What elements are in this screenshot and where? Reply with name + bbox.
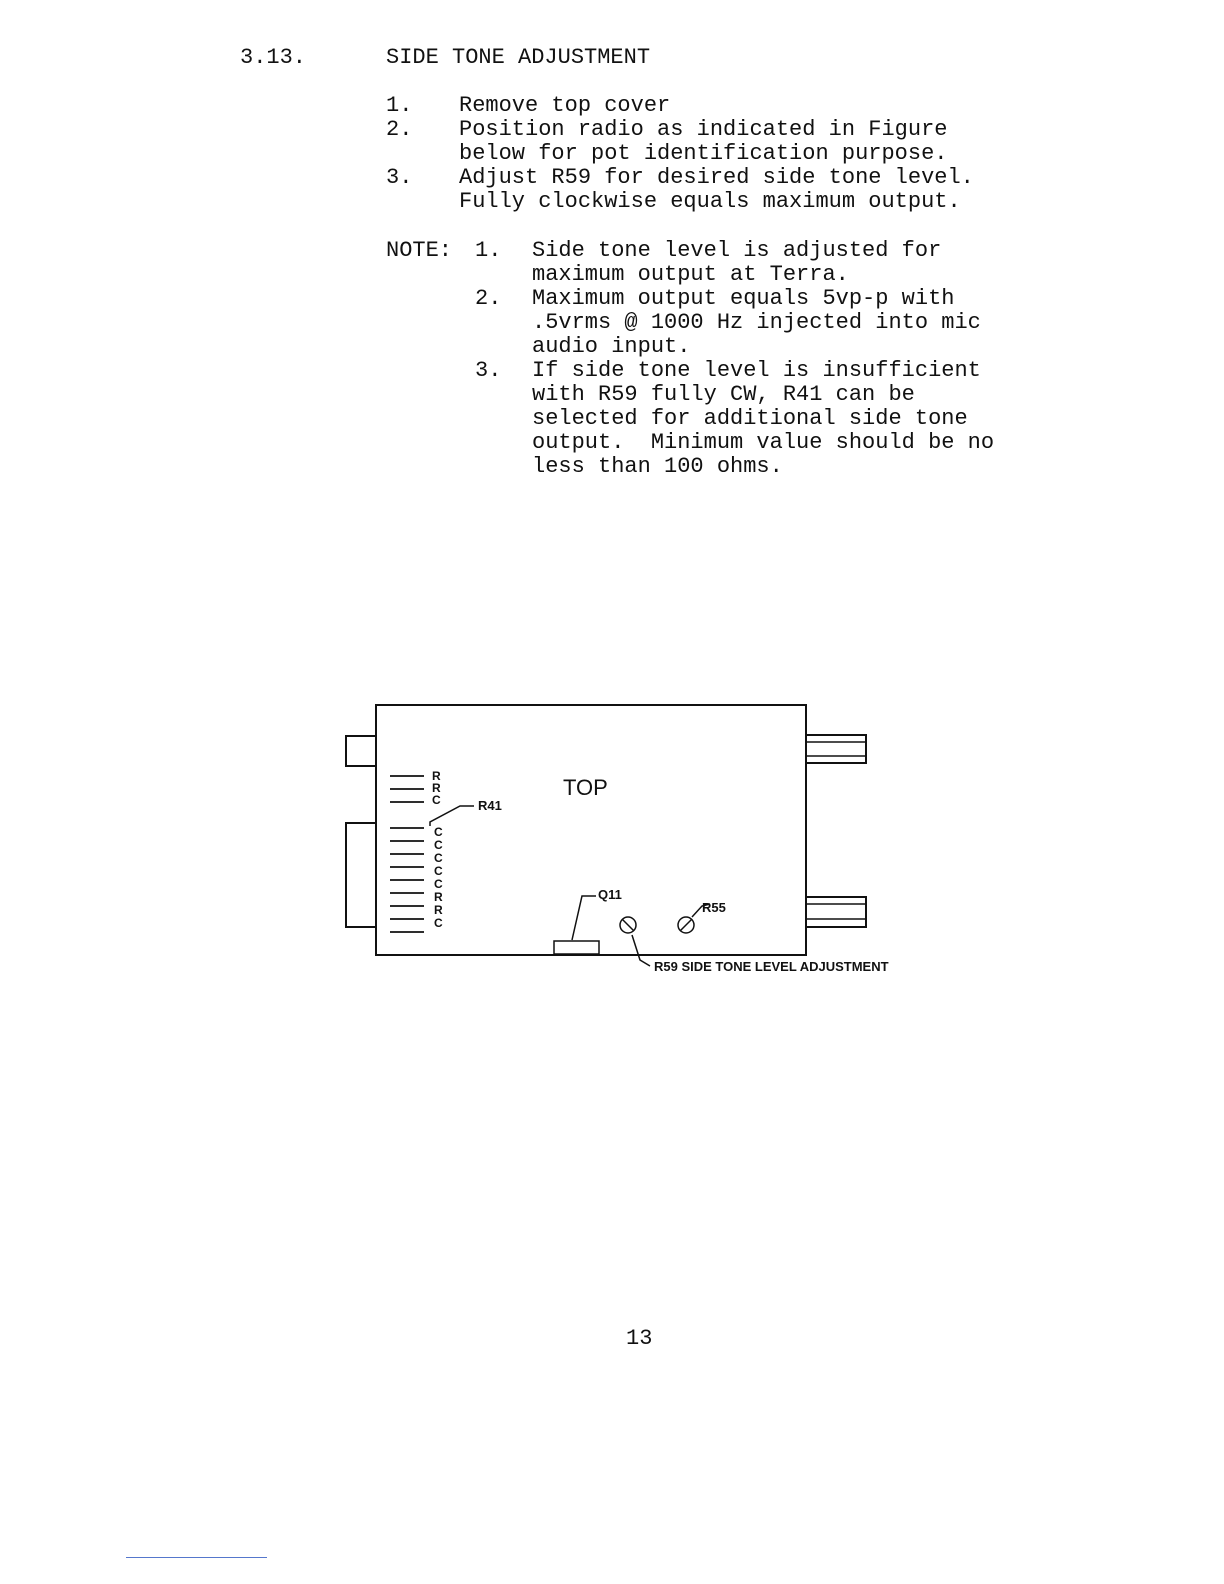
step-text: Fully clockwise equals maximum output. — [459, 189, 961, 214]
r59-label: R59 SIDE TONE LEVEL ADJUSTMENT — [654, 959, 889, 974]
r55-label: R55 — [702, 900, 726, 915]
radio-top-view-diagram — [330, 690, 990, 990]
component-letter: R — [434, 890, 443, 904]
step-text: Remove top cover — [459, 93, 671, 118]
q11-component — [554, 941, 599, 954]
component-letter: C — [434, 825, 443, 839]
component-lines — [390, 776, 424, 932]
component-letter: C — [434, 838, 443, 852]
component-letter: C — [434, 916, 443, 930]
step-text: Position radio as indicated in Figure — [459, 117, 948, 142]
note-text: Side tone level is adjusted for — [532, 238, 942, 263]
component-letter: C — [434, 864, 443, 878]
r55-pot-icon — [678, 917, 694, 933]
note-number: 3. — [475, 358, 502, 383]
component-letter: R — [434, 903, 443, 917]
left-large-connector — [346, 823, 376, 927]
footer-rule — [126, 1557, 267, 1558]
note-text: maximum output at Terra. — [532, 262, 849, 287]
page-number: 13 — [626, 1326, 653, 1351]
step-number: 2. — [386, 117, 413, 142]
step-number: 3. — [386, 165, 413, 190]
right-top-connector — [806, 735, 866, 763]
component-letter: R — [432, 769, 441, 783]
left-small-connector — [346, 736, 376, 766]
step-text: below for pot identification purpose. — [459, 141, 948, 166]
right-bottom-connector — [806, 897, 866, 927]
note-text: output. Minimum value should be no — [532, 430, 995, 455]
note-text: with R59 fully CW, R41 can be — [532, 382, 915, 407]
step-text: Adjust R59 for desired side tone level. — [459, 165, 974, 190]
note-text: audio input. — [532, 334, 691, 359]
note-text: less than 100 ohms. — [532, 454, 783, 479]
component-letter: R — [432, 781, 441, 795]
component-letter: C — [434, 851, 443, 865]
r41-leader-line — [430, 806, 474, 826]
r41-label: R41 — [478, 798, 502, 813]
section-number: 3.13. — [240, 45, 307, 70]
note-text: Maximum output equals 5vp-p with — [532, 286, 955, 311]
r59-pot-icon — [620, 917, 636, 933]
component-letter: C — [434, 877, 443, 891]
note-label: NOTE: — [386, 238, 453, 263]
top-label: TOP — [563, 775, 608, 800]
q11-leader-line — [572, 896, 596, 940]
component-letter: C — [432, 793, 441, 807]
step-number: 1. — [386, 93, 413, 118]
note-number: 1. — [475, 238, 502, 263]
section-title: SIDE TONE ADJUSTMENT — [386, 45, 651, 70]
note-number: 2. — [475, 286, 502, 311]
note-text: .5vrms @ 1000 Hz injected into mic — [532, 310, 981, 335]
component-letters — [432, 769, 443, 930]
q11-label: Q11 — [598, 887, 622, 902]
r59-leader-line — [632, 935, 650, 966]
note-text: If side tone level is insufficient — [532, 358, 981, 383]
note-text: selected for additional side tone — [532, 406, 968, 431]
